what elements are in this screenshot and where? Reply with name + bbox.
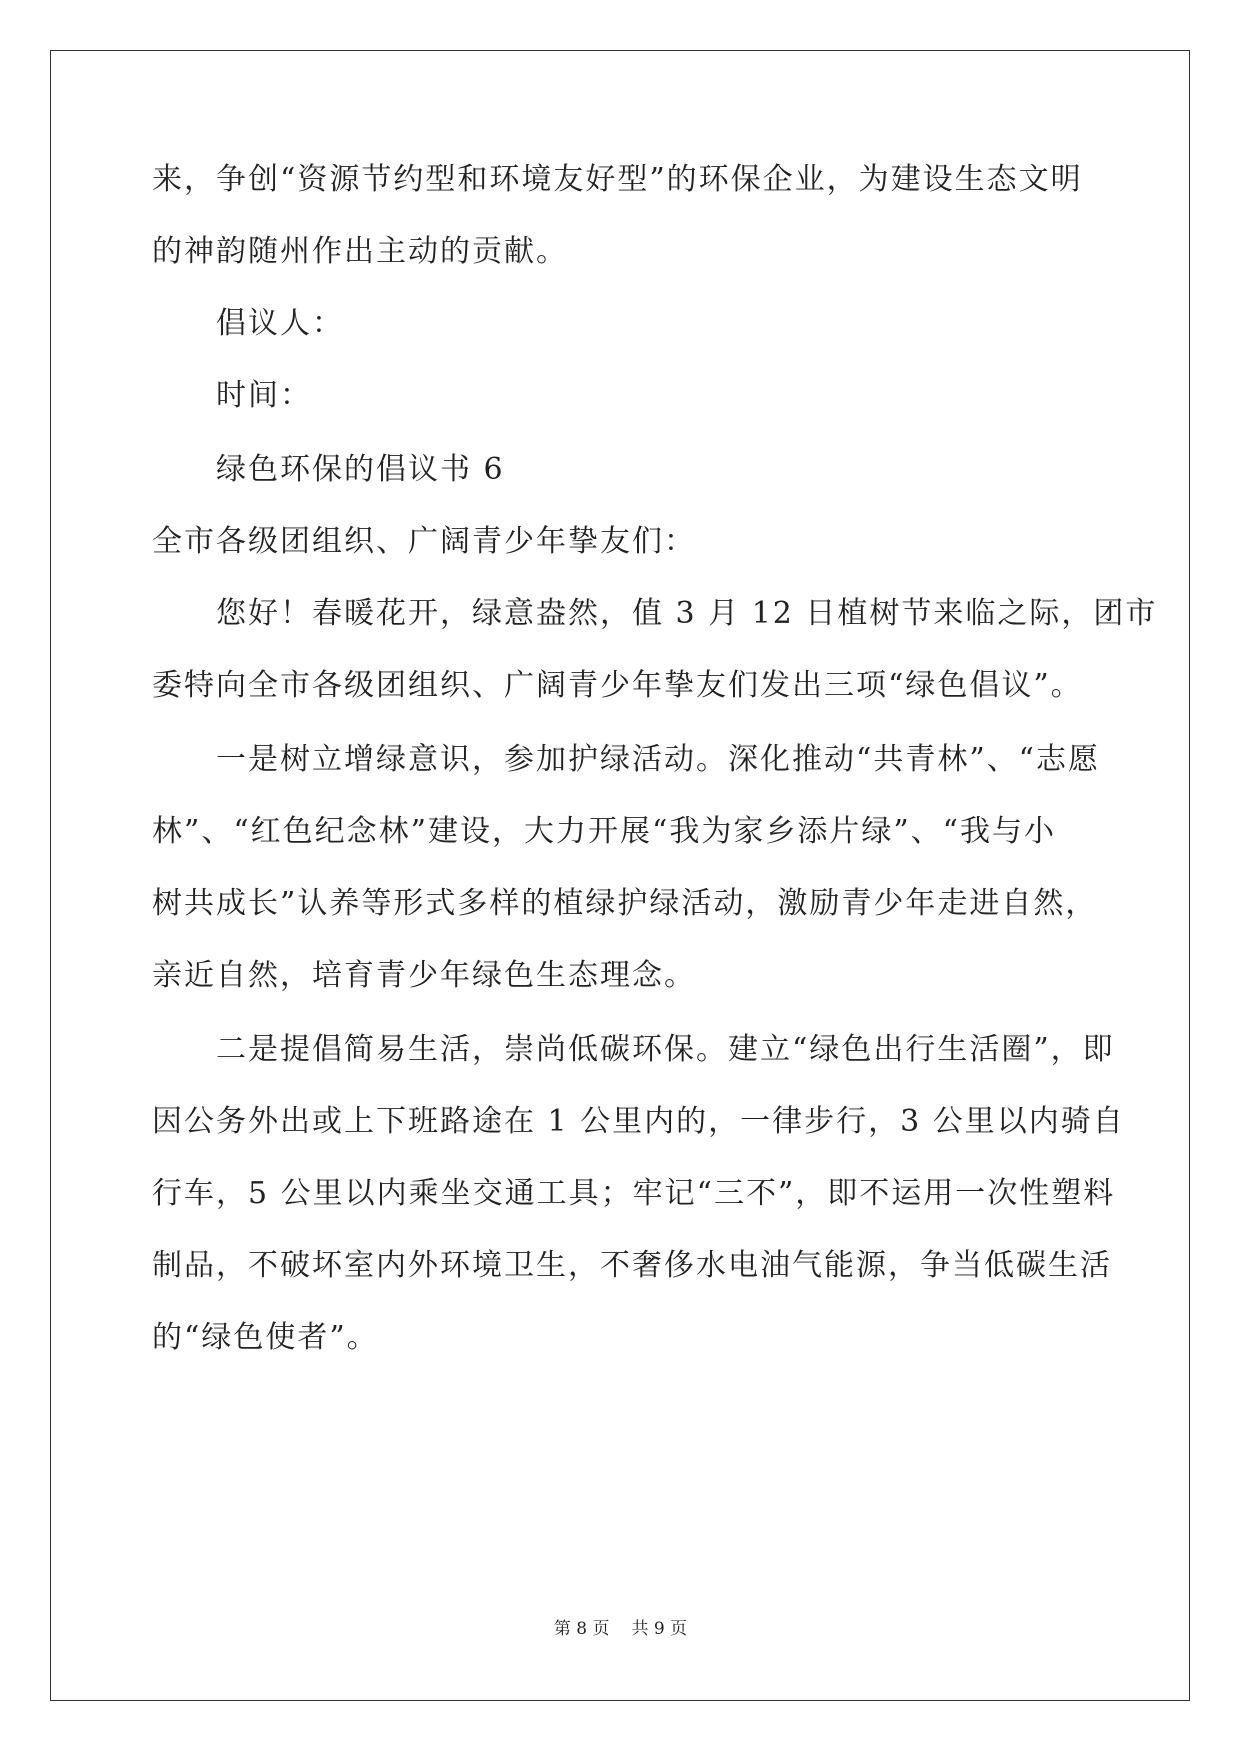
- date-label: 时间：: [216, 378, 312, 413]
- paragraph-line: 二是提倡简易生活，崇尚低碳环保。建立“绿色出行生活圈”，即: [216, 1032, 1115, 1067]
- paragraph-line: 一是树立增绿意识，参加护绿活动。深化推动“共青林”、“志愿: [216, 742, 1101, 777]
- paragraph-line: 委特向全市各级团组织、广阔青少年挚友们发出三项“绿色倡议”。: [152, 668, 1083, 703]
- page-number: 第 8 页: [553, 1619, 610, 1639]
- paragraph-line: 的神韵随州作出主动的贡献。: [152, 234, 568, 269]
- paragraph-line: 因公务外出或上下班路途在 1 公里内的，一律步行，3 公里以内骑自: [152, 1104, 1125, 1139]
- proposer-label: 倡议人：: [216, 306, 344, 341]
- page-border: [50, 50, 1190, 1701]
- total-pages: 共 9 页: [631, 1619, 688, 1639]
- paragraph-line: 行车，5 公里以内乘坐交通工具；牢记“三不”，即不运用一次性塑料: [152, 1176, 1116, 1211]
- paragraph-line: 树共成长”认养等形式多样的植绿护绿活动，激励青少年走进自然，: [152, 886, 1098, 921]
- salutation: 全市各级团组织、广阔青少年挚友们：: [152, 524, 696, 559]
- paragraph-line: 您好！春暖花开，绿意盎然，值 3 月 12 日植树节来临之际，团市: [216, 596, 1158, 631]
- paragraph-line: 林”、“红色纪念林”建设，大力开展“我为家乡添片绿”、“我与小: [152, 814, 1057, 849]
- paragraph-line: 的“绿色使者”。: [152, 1320, 379, 1355]
- paragraph-line: 亲近自然，培育青少年绿色生态理念。: [152, 958, 696, 993]
- paragraph-line: 制品，不破坏室内外环境卫生，不奢侈水电油气能源，争当低碳生活: [152, 1248, 1112, 1283]
- paragraph-line: 来，争创“资源节约型和环境友好型”的环保企业，为建设生态文明: [152, 162, 1083, 197]
- page-footer: [0, 1618, 1241, 1640]
- section-title: 绿色环保的倡议书 6: [216, 452, 505, 487]
